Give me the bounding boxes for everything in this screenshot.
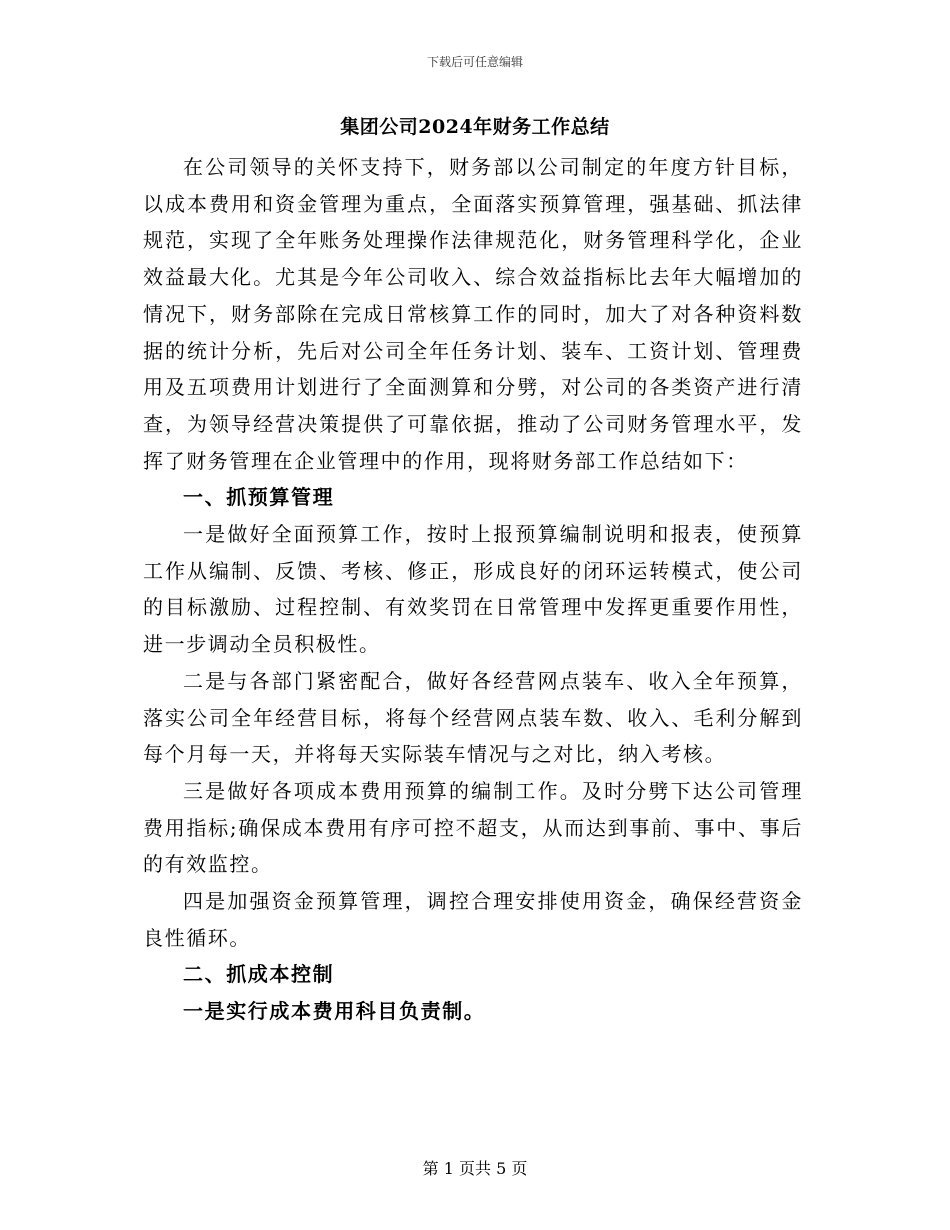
- header-note: 下载后可任意编辑: [426, 55, 523, 69]
- page-number: 第 1 页共 5 页: [422, 1159, 528, 1178]
- document-body: [143, 149, 803, 1030]
- document-title: 集团公司2024年财务工作总结: [340, 116, 610, 138]
- budget-item-4: 四是加强资金预算管理，调控合理安排使用资金，确保经营资金良性循环。: [143, 889, 803, 950]
- budget-item-3: 三是做好各项成本费用预算的编制工作。及时分劈下达公司管理费用指标;确保成本费用有序可控不超支，从而达到事前、事中、事后的有效监控。: [143, 778, 803, 877]
- budget-item-1: 一是做好全面预算工作，按时上报预算编制说明和报表，使预算工作从编制、反馈、考核、修正，形成良好的闭环运转模式，使公司的目标激励、过程控制、有效奖罚在日常管理中发挥更重要作用性，进一步调动全员积极性。: [143, 522, 803, 657]
- cost-item-1: 一是实行成本费用科目负责制。: [183, 999, 486, 1024]
- section-heading-budget: 一、抓预算管理: [183, 485, 335, 510]
- intro-paragraph: 在公司领导的关怀支持下，财务部以公司制定的年度方针目标，以成本费用和资金管理为重点，全面落实预算管理，强基础、抓法律规范，实现了全年账务处理操作法律规范化，财务管理科学化，企业效益最大化。尤其是今年公司收入、综合效益指标比去年大幅增加的情况下，财务部除在完成日常核算工作的同时，加大了对各种资料数据的统计分析，先后对公司全年任务计划、装车、工资计划、管理费用及五项费用计划进行了全面测算和分劈，对公司的各类资产进行清查，为领导经营决策提供了可靠依据，推动了公司财务管理水平，发挥了财务管理在企业管理中的作用，现将财务部工作总结如下：: [143, 155, 803, 473]
- section-heading-cost: 二、抓成本控制: [183, 962, 335, 987]
- budget-item-2: 二是与各部门紧密配合，做好各经营网点装车、收入全年预算，落实公司全年经营目标，将每个经营网点装车数、收入、毛利分解到每个月每一天，并将每天实际装车情况与之对比，纳入考核。: [143, 668, 803, 767]
